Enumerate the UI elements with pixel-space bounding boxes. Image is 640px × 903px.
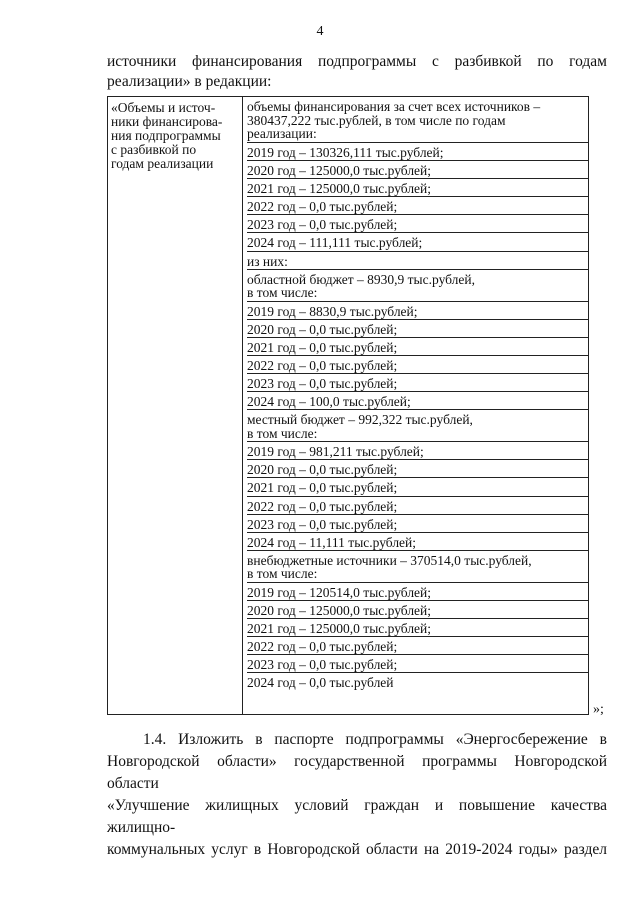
table-row	[247, 143, 588, 161]
intro-line-2: реализации» в редакции:	[107, 73, 272, 90]
row-line: 2024 год – 11,111 тыс.рублей;	[247, 534, 417, 550]
table-row	[247, 320, 588, 338]
paragraph-1-4	[107, 729, 607, 861]
table-row	[247, 655, 588, 673]
funding-table	[107, 96, 589, 715]
row-line: 2019 год – 130326,111 тыс.рублей;	[247, 145, 444, 160]
label-line: ники финансирова-	[111, 114, 223, 129]
row-line: 2021 год – 125000,0 тыс.рублей;	[247, 620, 432, 636]
para-line-1	[107, 729, 607, 751]
intro-word: с	[431, 53, 439, 70]
row-line: местный бюджет – 992,322 тыс.рублей,	[247, 412, 473, 428]
para-word: Изложить	[178, 731, 244, 748]
row-line: внебюджетные источники – 370514,0 тыс.рублей,	[247, 552, 532, 568]
table-row	[247, 338, 588, 356]
row-line: 2021 год – 0,0 тыс.рублей;	[247, 339, 398, 355]
table-row	[247, 161, 588, 179]
table-row	[247, 233, 588, 251]
row-line: 2024 год – 111,111 тыс.рублей;	[247, 235, 423, 251]
para-word: «Энергосбережение	[455, 731, 588, 748]
table-row	[247, 215, 588, 233]
row-line: 2019 год – 981,211 тыс.рублей;	[247, 444, 424, 460]
table-row	[247, 478, 588, 496]
para-word: в	[255, 731, 263, 748]
table-row	[247, 497, 588, 515]
intro-word: разбивкой	[454, 53, 522, 70]
para-word: паспорте	[274, 731, 334, 748]
intro-word: источники	[107, 53, 177, 70]
table-row	[247, 583, 588, 601]
intro-word: по	[537, 53, 554, 70]
row-line: 2022 год – 0,0 тыс.рублей;	[247, 357, 398, 373]
table-row	[247, 410, 588, 442]
table-row	[247, 97, 588, 143]
table-row	[247, 197, 588, 215]
table-row	[247, 533, 588, 551]
table-row	[247, 460, 588, 478]
row-line: 2019 год – 120514,0 тыс.рублей;	[247, 584, 432, 600]
table-row	[247, 356, 588, 374]
row-line: 380437,222 тыс.рублей, в том числе по годам	[247, 112, 506, 128]
row-line: 2022 год – 0,0 тыс.рублей;	[247, 498, 398, 514]
intro-line-1	[107, 52, 607, 72]
row-line: областной бюджет – 8930,9 тыс.рублей,	[247, 271, 475, 287]
table-row	[247, 673, 588, 691]
table-row	[247, 601, 588, 619]
para-line-3: «Улучшение жилищных условий граждан и повышение качества жилищно-	[107, 797, 607, 836]
row-line: 2023 год – 0,0 тыс.рублей;	[247, 657, 398, 673]
row-line: 2023 год – 0,0 тыс.рублей;	[247, 376, 398, 392]
row-line: из них:	[247, 253, 288, 269]
para-word: подпрограммы	[345, 731, 444, 748]
table-row	[247, 179, 588, 197]
row-line: 2020 год – 125000,0 тыс.рублей;	[247, 163, 432, 179]
row-line: 2020 год – 0,0 тыс.рублей;	[247, 321, 398, 337]
row-line: 2021 год – 125000,0 тыс.рублей;	[247, 181, 432, 197]
row-line: в том числе:	[247, 425, 318, 441]
label-line: «Объемы и источ-	[111, 100, 216, 115]
table-values-cell	[243, 97, 588, 714]
para-line-2: Новгородской области» государственной программы Новгородской области	[107, 753, 607, 792]
label-line: с разбивкой по	[111, 142, 197, 157]
table-row	[247, 515, 588, 533]
row-line: 2020 год – 125000,0 тыс.рублей;	[247, 602, 432, 618]
intro-word: финансирования	[192, 53, 303, 70]
table-row	[247, 392, 588, 410]
intro-word: подпрограммы	[317, 53, 417, 70]
table-row	[247, 302, 588, 320]
page-number: 4	[316, 24, 324, 39]
table-row	[247, 619, 588, 637]
row-line: в том числе:	[247, 566, 318, 582]
row-line: 2024 год – 0,0 тыс.рублей	[247, 675, 394, 691]
row-line: 2020 год – 0,0 тыс.рублей;	[247, 462, 398, 478]
row-line: в том числе:	[247, 285, 318, 301]
table-row	[247, 374, 588, 392]
row-line: 2023 год – 0,0 тыс.рублей;	[247, 217, 398, 233]
table-row	[247, 270, 588, 302]
para-word: 1.4.	[143, 731, 167, 748]
table-row	[247, 637, 588, 655]
row-line: 2024 год – 100,0 тыс.рублей;	[247, 394, 411, 410]
row-line: 2023 год – 0,0 тыс.рублей;	[247, 516, 398, 532]
row-line: 2022 год – 0,0 тыс.рублей;	[247, 639, 398, 655]
row-line: 2022 год – 0,0 тыс.рублей;	[247, 199, 398, 215]
intro-text	[107, 52, 607, 92]
label-line: годам реализации	[111, 156, 214, 171]
closing-quote: »;	[593, 702, 604, 717]
para-word: в	[599, 731, 607, 748]
label-line: ния подпрограммы	[111, 128, 221, 143]
row-line: объемы финансирования за счет всех источников –	[247, 99, 541, 114]
table-row	[247, 252, 588, 270]
row-line: реализации:	[247, 126, 317, 141]
row-line: 2021 год – 0,0 тыс.рублей;	[247, 480, 398, 496]
row-line: 2019 год – 8830,9 тыс.рублей;	[247, 303, 418, 319]
table-row	[247, 442, 588, 460]
table-row	[247, 551, 588, 583]
table-label-cell	[108, 97, 243, 714]
para-line-4: коммунальных услуг в Новгородской области на 2019-2024 годы» раздел	[107, 841, 607, 858]
intro-word: годам	[569, 53, 607, 70]
